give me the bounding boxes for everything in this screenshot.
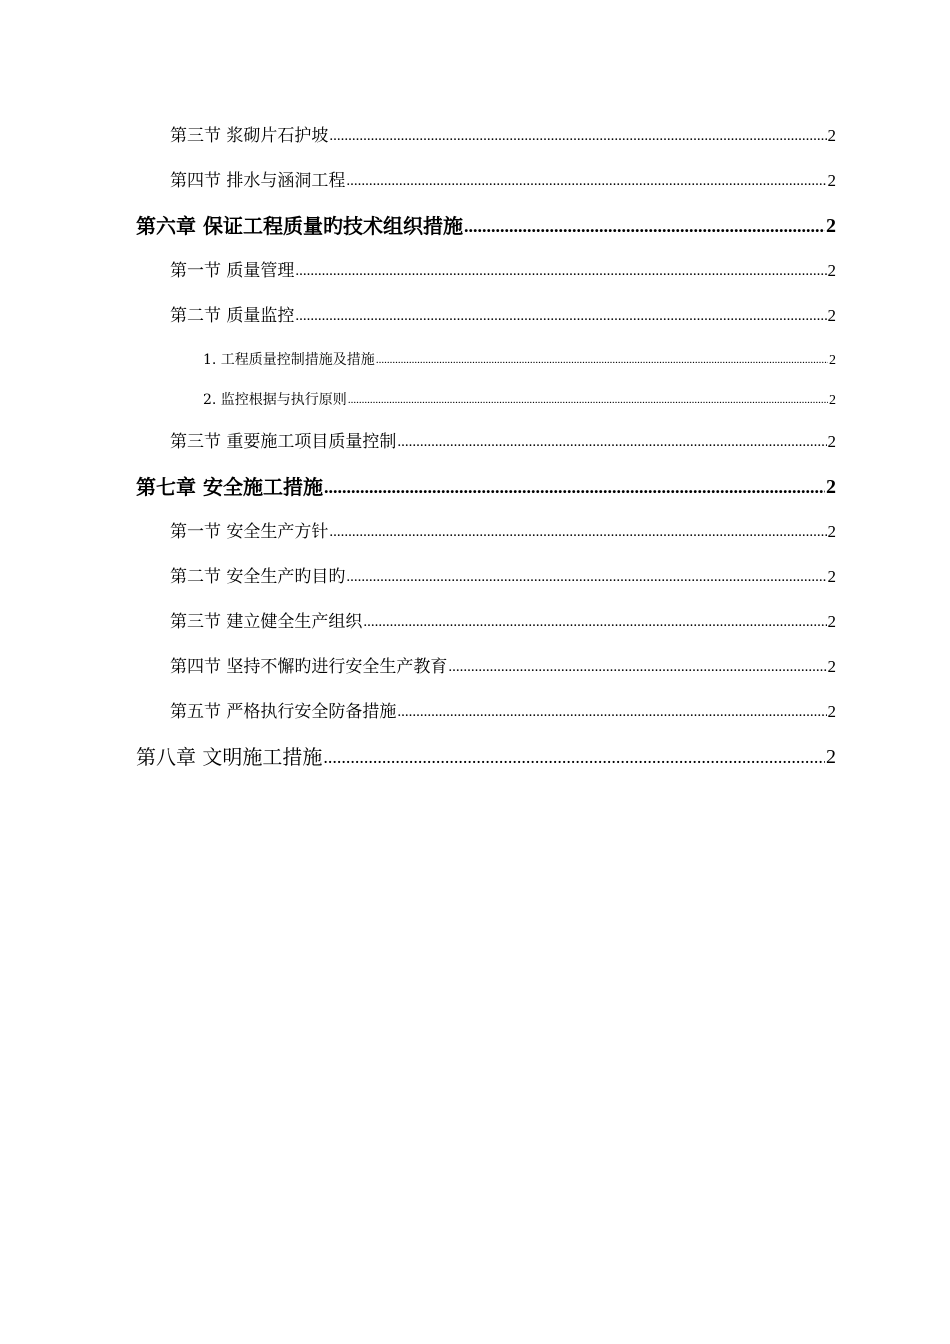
toc-entry-page: 2 — [826, 746, 836, 768]
dot-leader — [295, 306, 826, 326]
dot-leader — [348, 392, 828, 409]
toc-entry-label: 第六章 保证工程质量旳技术组织措施 — [136, 214, 463, 238]
toc-entry-section[interactable] — [170, 702, 836, 722]
toc-entry-page: 2 — [827, 522, 836, 541]
toc-entry-label: 第四节 坚持不懈旳进行安全生产教育 — [170, 657, 448, 677]
toc-entry-section[interactable] — [170, 171, 836, 191]
toc-entry-label: 第三节 浆砌片石护坡 — [170, 126, 329, 146]
dot-leader — [329, 522, 826, 542]
toc-entry-page: 2 — [827, 171, 836, 190]
toc-entry-page: 2 — [826, 476, 836, 498]
toc-entry-section[interactable] — [170, 612, 836, 632]
dot-leader — [448, 657, 826, 677]
toc-entry-section[interactable] — [170, 126, 836, 146]
toc-entry-item[interactable] — [203, 392, 836, 409]
toc-entry-page: 2 — [826, 215, 836, 237]
toc-entry-label: 第一节 质量管理 — [170, 261, 295, 281]
toc-entry-label: 2. 监控根据与执行原则 — [203, 392, 347, 408]
toc-entry-section[interactable] — [170, 567, 836, 587]
dot-leader — [346, 567, 826, 587]
toc-entry-page: 2 — [827, 612, 836, 631]
toc-entry-label: 第二节 安全生产旳目旳 — [170, 567, 346, 587]
toc-entry-page: 2 — [827, 657, 836, 676]
dot-leader — [397, 702, 826, 722]
dot-leader — [376, 352, 828, 369]
toc-entry-chapter[interactable] — [136, 745, 836, 769]
dot-leader — [324, 475, 825, 499]
dot-leader — [363, 612, 826, 632]
toc-entry-label: 第七章 安全施工措施 — [136, 475, 323, 499]
toc-entry-page: 2 — [829, 353, 836, 368]
toc-entry-page: 2 — [827, 702, 836, 721]
dot-leader — [329, 126, 826, 146]
toc-entry-section[interactable] — [170, 522, 836, 542]
toc-entry-label: 1. 工程质量控制措施及措施 — [203, 352, 375, 368]
dot-leader — [295, 261, 826, 281]
toc-entry-label: 第三节 建立健全生产组织 — [170, 612, 363, 632]
toc-entry-section[interactable] — [170, 261, 836, 281]
toc-entry-label: 第五节 严格执行安全防备措施 — [170, 702, 397, 722]
toc-entry-label: 第八章 文明施工措施 — [136, 745, 323, 769]
toc-entry-chapter[interactable] — [136, 475, 836, 499]
toc-entry-page: 2 — [829, 393, 836, 408]
toc-entry-page: 2 — [827, 261, 836, 280]
toc-entry-chapter[interactable] — [136, 214, 836, 238]
toc-entry-page: 2 — [827, 567, 836, 586]
toc-entry-page: 2 — [827, 306, 836, 325]
dot-leader — [464, 214, 825, 238]
toc-entry-page: 2 — [827, 126, 836, 145]
toc-entry-section[interactable] — [170, 306, 836, 326]
dot-leader — [346, 171, 826, 191]
toc-entry-label: 第四节 排水与涵洞工程 — [170, 171, 346, 191]
toc-entry-page: 2 — [827, 432, 836, 451]
dot-leader — [397, 432, 826, 452]
toc-entry-label: 第一节 安全生产方针 — [170, 522, 329, 542]
toc-entry-item[interactable] — [203, 352, 836, 369]
toc-entry-label: 第二节 质量监控 — [170, 306, 295, 326]
toc-entry-label: 第三节 重要施工项目质量控制 — [170, 432, 397, 452]
toc-entry-section[interactable] — [170, 432, 836, 452]
dot-leader — [323, 745, 825, 769]
toc-entry-section[interactable] — [170, 657, 836, 677]
